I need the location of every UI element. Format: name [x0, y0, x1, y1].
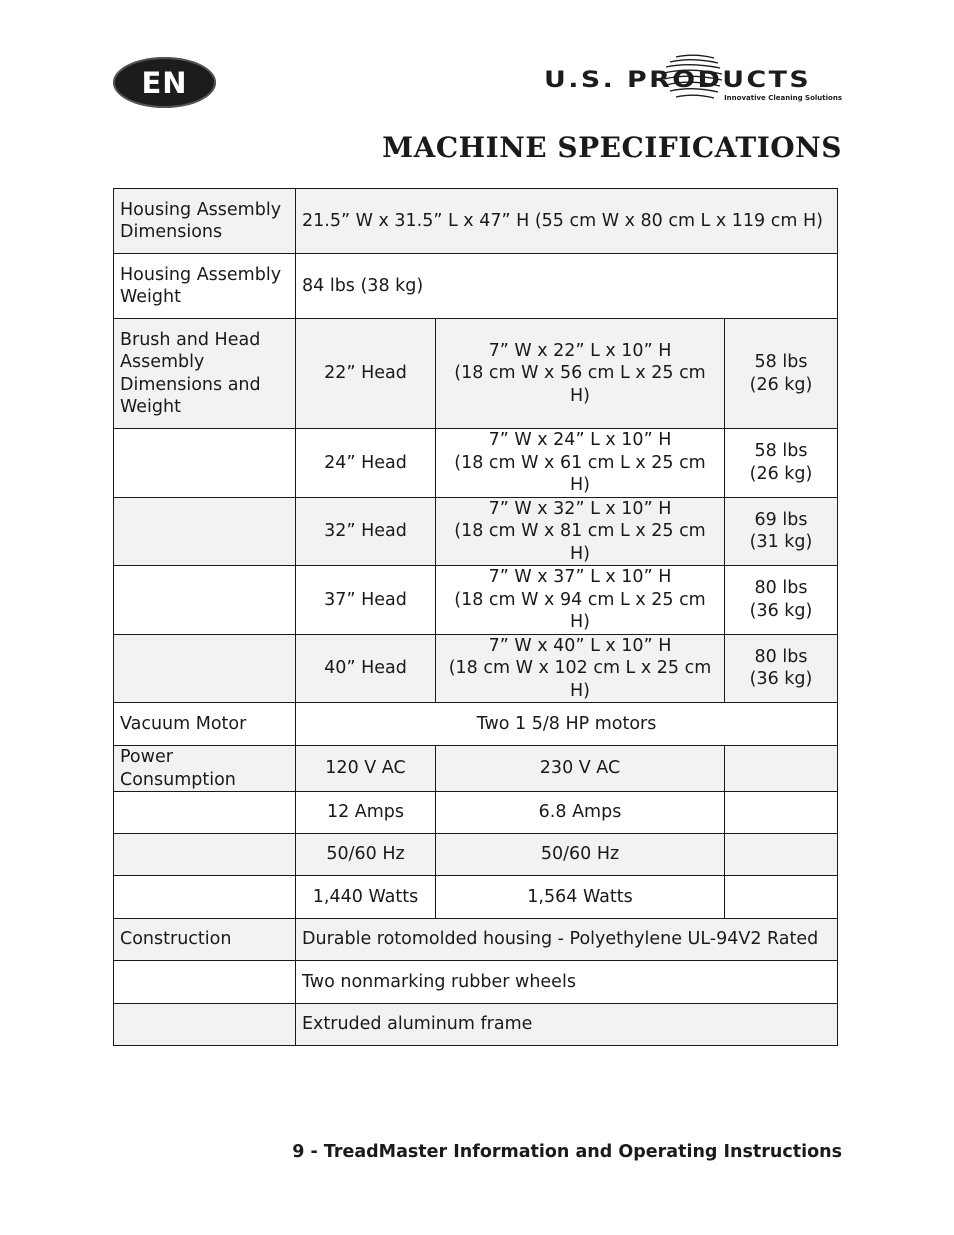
power-120v-cell: 12 Amps [296, 792, 436, 834]
dimensions-imperial: 7” W x 24” L x 10” H [488, 430, 672, 450]
table-row [114, 746, 838, 792]
page-footer: 9 - TreadMaster Information and Operating Instructions [292, 1142, 842, 1162]
head-dimensions-cell [436, 497, 725, 566]
head-dimensions-cell [436, 634, 725, 703]
power-230v-cell: 6.8 Amps [436, 792, 725, 834]
table-row [114, 1004, 838, 1046]
empty-cell [725, 834, 838, 876]
company-logo [544, 54, 844, 106]
logo-wordmark: U.S. PRODUCTS [544, 68, 812, 93]
spec-label: Brush and Head Assembly Dimensions and Weight [114, 319, 296, 429]
weight-kg: (26 kg) [749, 463, 813, 484]
table-row [114, 961, 838, 1004]
empty-cell [725, 792, 838, 834]
spec-value: Two 1 5/8 HP motors [296, 703, 838, 746]
empty-cell [725, 746, 838, 792]
dimensions-metric: (18 cm W x 81 cm L x 25 cm H) [454, 521, 706, 564]
head-dimensions-cell [436, 429, 725, 498]
spec-label: Housing Assembly Weight [114, 254, 296, 319]
head-size-cell: 22” Head [296, 319, 436, 429]
empty-cell [114, 429, 296, 498]
table-row [114, 634, 838, 703]
power-120v-cell: 1,440 Watts [296, 876, 436, 919]
empty-cell [114, 961, 296, 1004]
head-dimensions-cell [436, 319, 725, 429]
table-row [114, 189, 838, 254]
page-title: MACHINE SPECIFICATIONS [382, 131, 842, 164]
power-230v-cell: 50/60 Hz [436, 834, 725, 876]
dimensions-metric: (18 cm W x 61 cm L x 25 cm H) [454, 452, 706, 495]
weight-kg: (26 kg) [749, 374, 813, 395]
table-row [114, 566, 838, 635]
dimensions-imperial: 7” W x 32” L x 10” H [488, 498, 672, 519]
table-row [114, 429, 838, 498]
dimensions-metric: (18 cm W x 102 cm L x 25 cm H) [448, 658, 712, 701]
spec-label: Housing Assembly Dimensions [114, 189, 296, 254]
weight-kg: (31 kg) [749, 532, 813, 553]
weight-lbs: 58 lbs [754, 441, 808, 462]
table-row [114, 254, 838, 319]
spec-label: Vacuum Motor [114, 703, 296, 746]
logo-tagline: Innovative Cleaning Solutions [724, 94, 842, 102]
empty-cell [114, 834, 296, 876]
spec-value: Durable rotomolded housing - Polyethylene UL-94V2 Rated [296, 919, 838, 961]
table-row [114, 792, 838, 834]
empty-cell [114, 1004, 296, 1046]
dimensions-metric: (18 cm W x 56 cm L x 25 cm H) [454, 363, 706, 406]
dimensions-imperial: 7” W x 22” L x 10” H [488, 340, 672, 361]
specifications-table [113, 188, 838, 1046]
empty-cell [114, 792, 296, 834]
head-size-cell: 37” Head [296, 566, 436, 635]
power-120v-cell: 120 V AC [296, 746, 436, 792]
table-row [114, 497, 838, 566]
table-row [114, 919, 838, 961]
power-120v-cell: 50/60 Hz [296, 834, 436, 876]
head-weight-cell [725, 319, 838, 429]
head-size-cell: 32” Head [296, 497, 436, 566]
head-weight-cell [725, 634, 838, 703]
spec-value: Extruded aluminum frame [296, 1004, 838, 1046]
head-weight-cell [725, 429, 838, 498]
language-badge-label: EN [141, 65, 188, 100]
table-row [114, 876, 838, 919]
head-weight-cell [725, 566, 838, 635]
head-size-cell: 40” Head [296, 634, 436, 703]
empty-cell [114, 566, 296, 635]
empty-cell [114, 876, 296, 919]
head-size-cell: 24” Head [296, 429, 436, 498]
spec-label: Power Consumption [114, 746, 296, 792]
weight-lbs: 69 lbs [754, 509, 808, 530]
weight-lbs: 80 lbs [754, 646, 808, 667]
head-dimensions-cell [436, 566, 725, 635]
weight-kg: (36 kg) [749, 669, 813, 690]
weight-lbs: 80 lbs [754, 578, 808, 599]
table-row [114, 319, 838, 429]
dimensions-imperial: 7” W x 37” L x 10” H [488, 567, 672, 587]
spec-value: 84 lbs (38 kg) [296, 254, 838, 319]
dimensions-imperial: 7” W x 40” L x 10” H [488, 635, 672, 656]
dimensions-metric: (18 cm W x 94 cm L x 25 cm H) [454, 589, 706, 632]
spec-value: Two nonmarking rubber wheels [296, 961, 838, 1004]
power-230v-cell: 1,564 Watts [436, 876, 725, 919]
empty-cell [725, 876, 838, 919]
spec-label: Construction [114, 919, 296, 961]
weight-kg: (36 kg) [749, 600, 813, 621]
empty-cell [114, 634, 296, 703]
language-badge [113, 57, 216, 108]
power-230v-cell: 230 V AC [436, 746, 725, 792]
table-row [114, 703, 838, 746]
head-weight-cell [725, 497, 838, 566]
table-row [114, 834, 838, 876]
weight-lbs: 58 lbs [754, 352, 808, 372]
empty-cell [114, 497, 296, 566]
spec-value: 21.5” W x 31.5” L x 47” H (55 cm W x 80 cm L x 119 cm H) [296, 189, 838, 254]
